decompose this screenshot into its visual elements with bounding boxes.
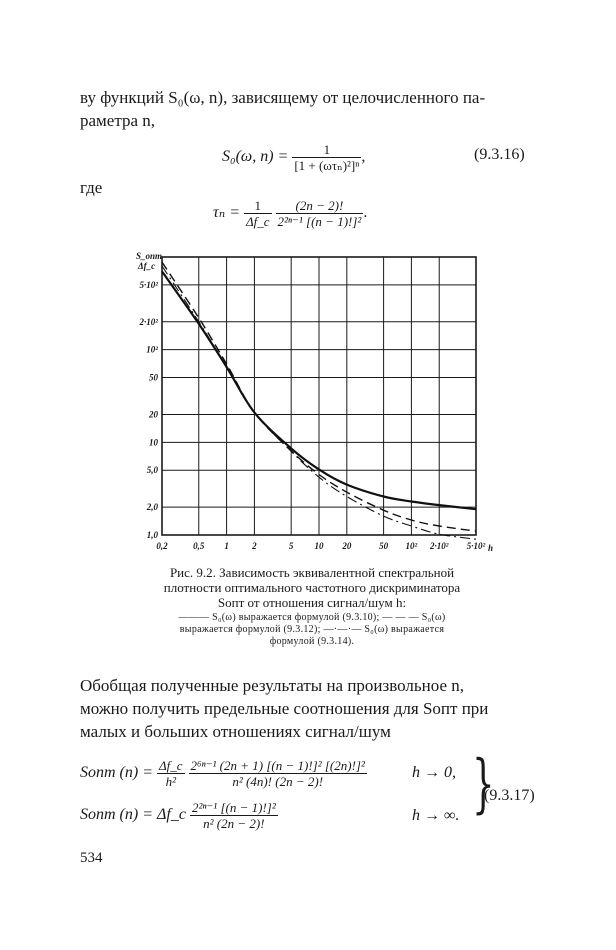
page-number: 534 bbox=[80, 850, 103, 866]
tau-f1-den: Δf_c bbox=[246, 214, 270, 229]
eq17-f3-den: n² (2n − 2)! bbox=[203, 816, 265, 831]
y-tick-label: 50 bbox=[149, 372, 158, 383]
eq17-f1-den: h² bbox=[165, 774, 176, 789]
y-tick-label: 2,0 bbox=[146, 502, 158, 513]
chart-xlabel: h bbox=[488, 543, 494, 553]
y-tick-label: 1,0 bbox=[146, 530, 158, 540]
eq17-lhs2: Sопт (n) = Δf_c bbox=[80, 806, 186, 824]
eq17-row-2 bbox=[80, 800, 278, 831]
figure-caption-1: Рис. 9.2. Зависимость эквивалентной спектральной bbox=[169, 565, 455, 580]
x-tick-label: 10² bbox=[405, 541, 418, 551]
eq17-fraction-2 bbox=[189, 758, 367, 789]
tau-fraction-2 bbox=[276, 198, 364, 229]
eq16-fraction bbox=[292, 142, 361, 173]
chart-ylabel-den: Δf_c bbox=[138, 261, 156, 271]
x-tick-label: 5 bbox=[288, 541, 294, 551]
where-word: где bbox=[80, 178, 103, 197]
sensitivity-chart bbox=[120, 245, 500, 560]
eq17-row-1 bbox=[80, 758, 367, 789]
eq17-cond-2: h → ∞. bbox=[412, 807, 460, 824]
x-tick-label: 50 bbox=[379, 541, 389, 551]
x-tick-label: 2·10² bbox=[430, 541, 449, 551]
figure-legend-2: выражается формулой (9.3.12); —·—·— S₀(ω) выражается bbox=[179, 624, 445, 635]
y-tick-label: 10² bbox=[146, 344, 158, 355]
tau-fraction-1 bbox=[244, 198, 272, 229]
tau-equation bbox=[213, 198, 367, 229]
eq17-f1-num: Δf_c bbox=[159, 758, 183, 773]
eq17-f2-den: n² (4n)! (2n − 2)! bbox=[232, 774, 324, 789]
x-tick-label: 0,2 bbox=[156, 541, 168, 551]
chart-grid bbox=[162, 257, 476, 535]
figure-caption-3: Sопт от отношения сигнал/шум h: bbox=[217, 595, 407, 610]
tau-f2-den: 2²ⁿ⁻¹ [(n − 1)!]² bbox=[277, 214, 362, 229]
y-tick-label: 5·10² bbox=[139, 279, 158, 290]
chart-ylabel-num: S_опт bbox=[136, 251, 163, 261]
tau-f2-num: (2n − 2)! bbox=[276, 198, 364, 214]
eq17-fraction-1 bbox=[157, 758, 185, 789]
equation-9-3-16 bbox=[222, 142, 365, 173]
eq17-fraction-3 bbox=[190, 800, 278, 831]
x-tick-label: 20 bbox=[342, 541, 352, 551]
eq16-num: 1 bbox=[292, 142, 361, 158]
tau-f1-num: 1 bbox=[244, 198, 272, 214]
eq17-f3-num: 2²ⁿ⁻¹ [(n − 1)!]² bbox=[191, 800, 276, 815]
x-tick-label: 10 bbox=[314, 541, 324, 551]
tau-lhs: τₙ = bbox=[213, 204, 241, 222]
eq17-cond-1: h → 0, bbox=[412, 764, 456, 781]
x-tick-label: 1 bbox=[224, 541, 229, 551]
y-tick-label: 10 bbox=[149, 437, 158, 448]
intro-line-1: ву функций S₀(ω, n), зависящему от целочисленного па- bbox=[80, 88, 486, 107]
eq16-lhs: S₀(ω, n) = bbox=[222, 148, 289, 166]
intro-line-2: раметра n, bbox=[80, 111, 156, 130]
eq16-den: [1 + (ωτₙ)²]ⁿ bbox=[294, 158, 360, 173]
eq17-f2-num: 2⁶ⁿ⁻¹ (2n + 1) [(n − 1)!]² [(2n)!]² bbox=[190, 758, 365, 773]
eq16-tail: , bbox=[361, 148, 366, 166]
y-tick-label: 2·10² bbox=[139, 316, 158, 327]
eq16-number: (9.3.16) bbox=[474, 146, 525, 163]
tau-tail: . bbox=[363, 204, 368, 222]
y-tick-label: 20 bbox=[149, 409, 158, 420]
para-line-2: можно получить предельные соотношения для Sопт при bbox=[80, 699, 489, 718]
chart-ticks bbox=[139, 280, 486, 551]
y-tick-label: 5,0 bbox=[146, 465, 158, 476]
eq17-lhs1: Sопт (n) = bbox=[80, 764, 154, 782]
x-tick-label: 5·10² bbox=[466, 541, 486, 551]
para-line-3: малых и больших отношениях сигнал/шум bbox=[80, 722, 391, 741]
eq17-number: (9.3.17) bbox=[484, 787, 535, 804]
figure-caption-2: плотности оптимального частотного дискриминатора bbox=[163, 580, 461, 595]
figure-legend-1: ——— S₀(ω) выражается формулой (9.3.10); — — — S₀(ω) bbox=[178, 612, 446, 623]
figure-legend-3: формулой (9.3.14). bbox=[269, 636, 355, 647]
x-tick-label: 0,5 bbox=[193, 541, 205, 551]
para-line-1: Обобщая полученные результаты на произвольное n, bbox=[80, 676, 465, 695]
x-tick-label: 2 bbox=[252, 541, 257, 551]
eq17-brace: } bbox=[472, 747, 495, 821]
